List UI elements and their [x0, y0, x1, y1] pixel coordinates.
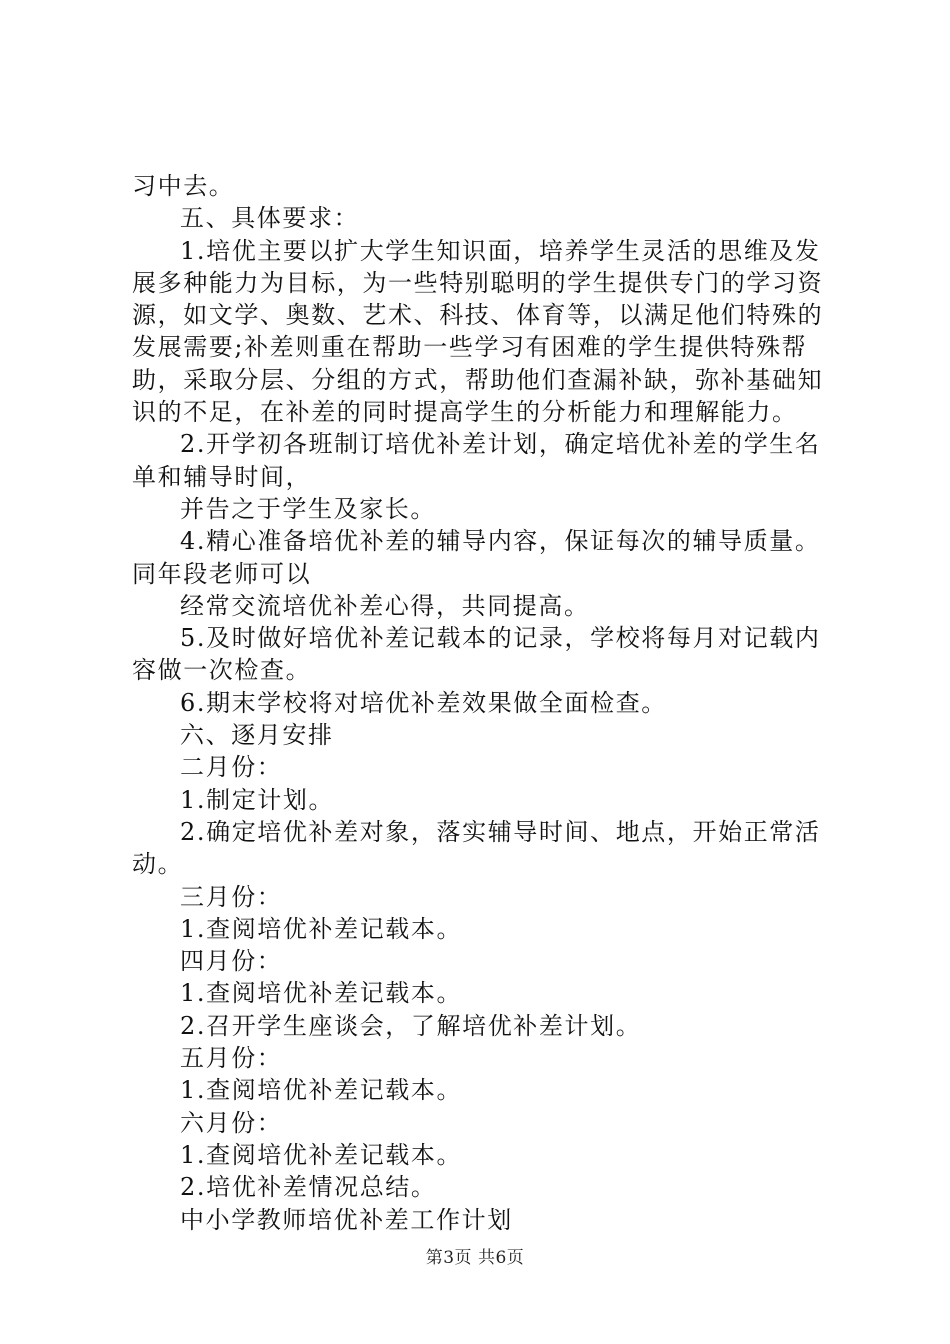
next-document-title: 中小学教师培优补差工作计划	[180, 1205, 513, 1234]
june-item-2: 2.培优补差情况总结。	[180, 1173, 437, 1202]
page-number-footer: 第3页 共6页	[425, 1248, 525, 1268]
month-may: 五月份：	[180, 1044, 283, 1073]
requirement-item-2-continued: 并告之于学生及家长。	[180, 494, 436, 523]
requirement-item-4: 4.精心准备培优补差的辅导内容，保证每次的辅导质量。同年段老师可以	[132, 527, 821, 588]
month-june: 六月份：	[180, 1108, 283, 1137]
requirement-item-5: 5.及时做好培优补差记载本的记录，学校将每月对记载内容做一次检查。	[132, 624, 821, 685]
paragraph-continuation: 习中去。	[132, 172, 235, 200]
document-body	[132, 170, 832, 1236]
april-item-1: 1.查阅培优补差记载本。	[180, 979, 463, 1008]
february-item-2: 2.确定培优补差对象，落实辅导时间、地点，开始正常活动。	[132, 817, 821, 879]
section-heading-requirements: 五、具体要求：	[180, 204, 360, 233]
month-february: 二月份：	[180, 753, 283, 782]
february-item-1: 1.制定计划。	[180, 785, 335, 814]
requirement-item-6: 6.期末学校将对培优补差效果做全面检查。	[180, 688, 667, 717]
april-item-2: 2.召开学生座谈会，了解培优补差计划。	[180, 1011, 642, 1040]
requirement-item-1: 1.培优主要以扩大学生知识面，培养学生灵活的思维及发展多种能力为目标，为一些特别聪明的学生提供专门的学习资源，如文学、奥数、艺术、科技、体育等，以满足他们特殊的发展需要;补差则重在帮助一些学习有困难的学生提供特殊帮助，采取分层、分组的方式，帮助他们查漏补缺，弥补基础知识的不足，在补差的同时提高学生的分析能力和理解能力。	[132, 236, 824, 427]
may-item-1: 1.查阅培优补差记载本。	[180, 1076, 463, 1105]
month-march: 三月份：	[180, 882, 283, 911]
march-item-1: 1.查阅培优补差记载本。	[180, 914, 463, 943]
requirement-item-4-continued: 经常交流培优补差心得，共同提高。	[180, 591, 590, 620]
section-heading-monthly: 六、逐月安排	[180, 721, 334, 750]
requirement-item-2: 2.开学初各班制订培优补差计划，确定培优补差的学生名单和辅导时间，	[132, 430, 821, 491]
month-april: 四月份：	[180, 947, 283, 976]
june-item-1: 1.查阅培优补差记载本。	[180, 1140, 463, 1169]
